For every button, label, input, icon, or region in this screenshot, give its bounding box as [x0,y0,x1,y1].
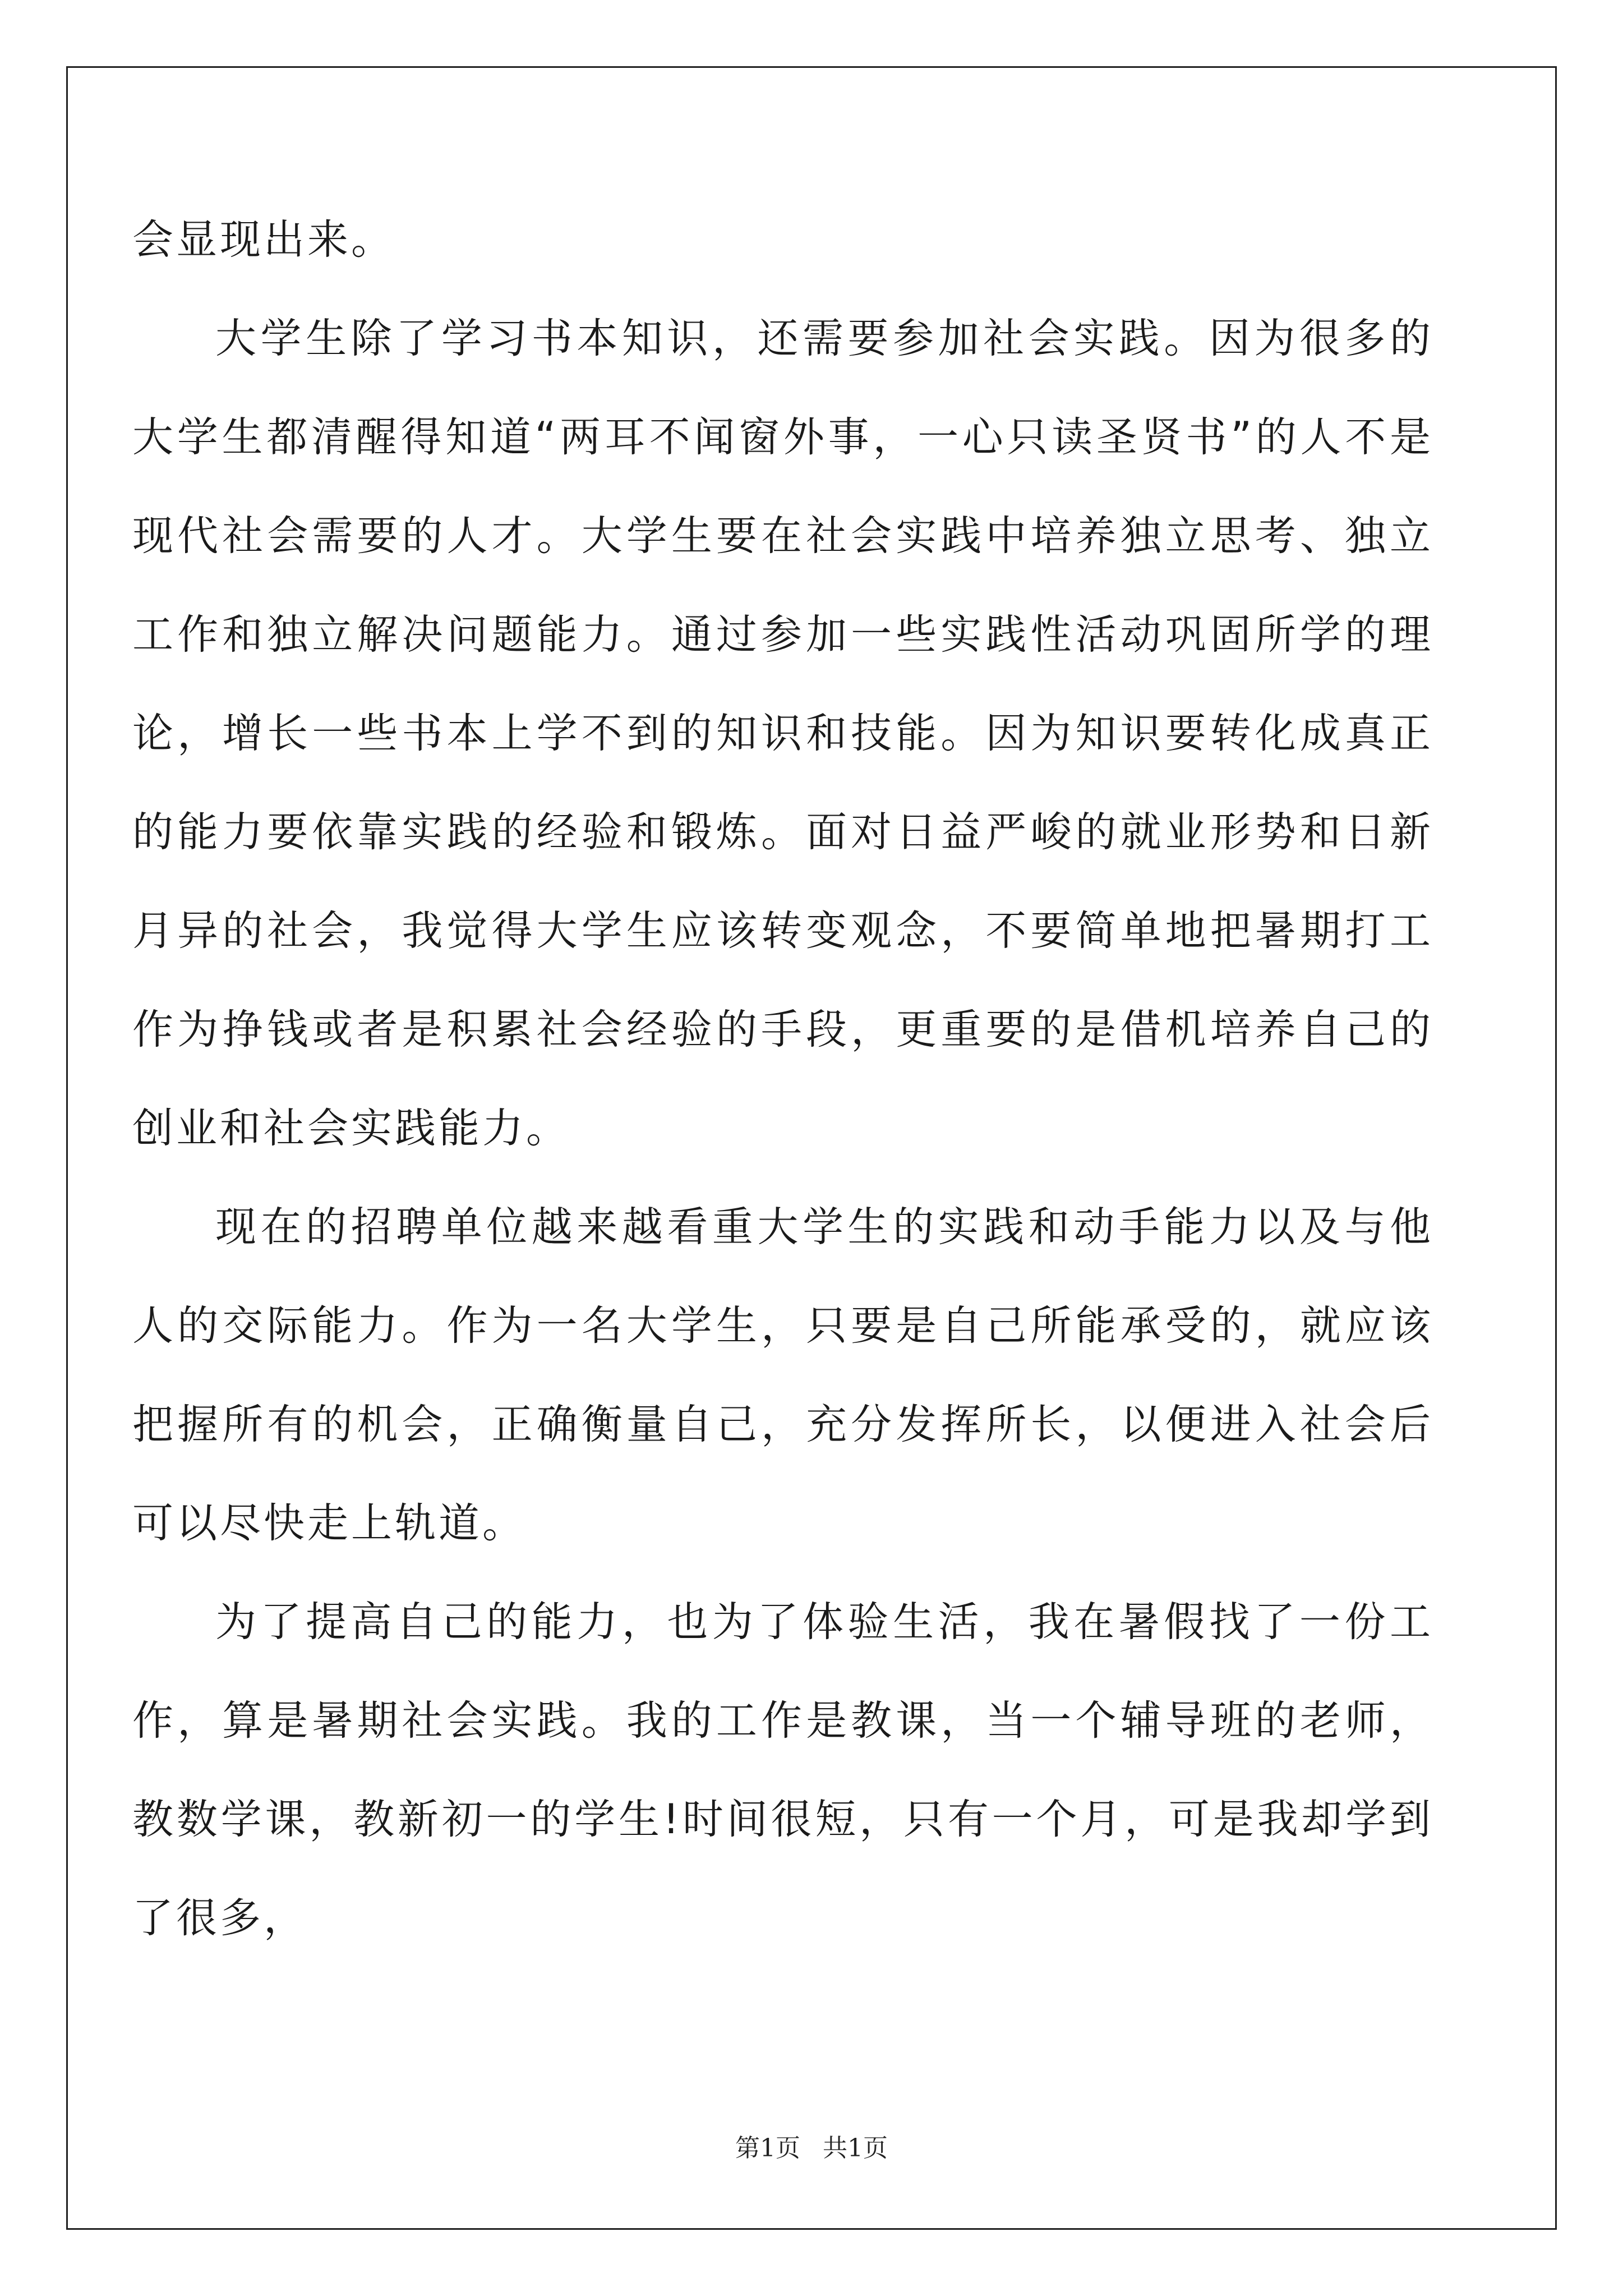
paragraph-1: 会显现出来。 [132,216,395,264]
paragraph-3: 现在的招聘单位越来越看重大学生的实践和动手能力以及与他人的交际能力。作为一名大学生，只要是自己所能承受的，就应该把握所有的机会，正确衡量自己，充分发挥所长，以便进入社会后可以尽快走上轨道。 [132,1203,1433,1547]
page-total: 共1页 [823,2134,888,2162]
paragraph-2: 大学生除了学习书本知识，还需要参加社会实践。因为很多的大学生都清醒得知道“两耳不闻窗外事，一心只读圣贤书”的人不是现代社会需要的人才。大学生要在社会实践中培养独立思考、独立工作和独立解决问题能力。通过参加一些实践性活动巩固所学的理论，增长一些书本上学不到的知识和技能。因为知识要转化成真正的能力要依靠实践的经验和锻炼。面对日益严峻的就业形势和日新月异的社会，我觉得大学生应该转变观念，不要简单地把暑期打工作为挣钱或者是积累社会经验的手段，更重要的是借机培养自己的创业和社会实践能力。 [132,315,1433,1152]
page-number: 第1页 [735,2134,800,2162]
page-footer [0,2132,1623,2165]
document-body [132,191,1433,1968]
paragraph-4: 为了提高自己的能力，也为了体验生活，我在暑假找了一份工作，算是暑期社会实践。我的工作是教课，当一个辅导班的老师，教数学课，教新初一的学生!时间很短，只有一个月，可是我却学到了很多， [132,1598,1433,1942]
